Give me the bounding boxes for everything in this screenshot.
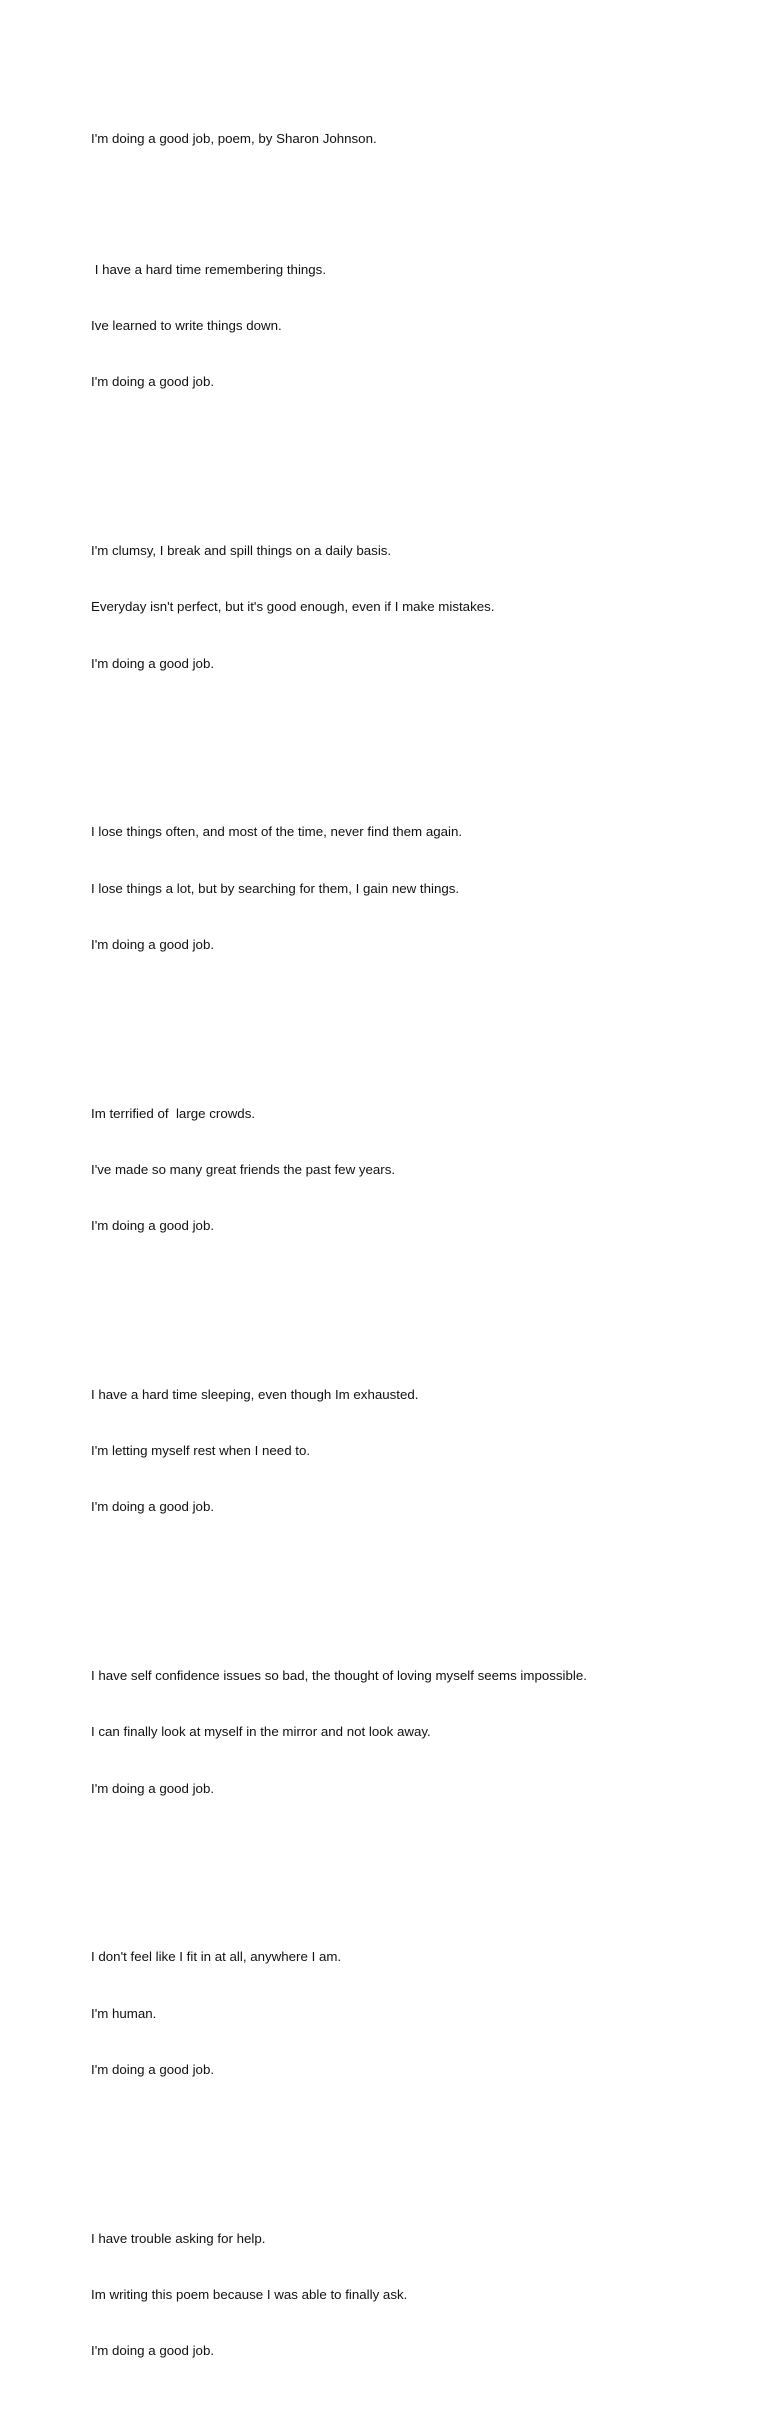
stanza-line: Everyday isn't perfect, but it's good enough, even if I make mistakes. <box>91 599 495 615</box>
stanza-line: I'm human. <box>91 2005 157 2021</box>
stanza-line: I'm doing a good job. <box>91 2343 215 2358</box>
stanza-line: I'm doing a good job. <box>91 2061 215 2077</box>
stanza-line: Ive learned to write things down. <box>91 318 282 333</box>
stanza-line: I'm doing a good job. <box>91 655 215 671</box>
stanza-line: I lose things often, and most of the time, never find them again. <box>91 824 463 840</box>
stanza-line: I'm doing a good job. <box>91 374 215 390</box>
stanza-line: Im terrified of large crowds. <box>91 1105 256 1121</box>
stanza-8 <box>91 2192 731 2398</box>
stanza-7 <box>91 1911 731 2117</box>
stanza-line: I don't feel like I fit in at all, anywhere I am. <box>91 1949 342 1965</box>
stanza-line: I'm letting myself rest when I need to. <box>91 1443 311 1458</box>
stanza-line: I'm doing a good job. <box>91 1499 215 1515</box>
stanza-line: I lose things a lot, but by searching for them, I gain new things. <box>91 880 460 896</box>
stanza-line: I've made so many great friends the past few years. <box>91 1161 396 1177</box>
stanza-line: I have self confidence issues so bad, the thought of loving myself seems impossible. <box>91 1668 587 1683</box>
stanza-line: I can finally look at myself in the mirror and not look away. <box>91 1724 431 1740</box>
stanza-4 <box>91 1067 731 1273</box>
stanza-line: I'm doing a good job. <box>91 1780 215 1796</box>
stanza-line: I'm doing a good job. <box>91 1218 215 1233</box>
stanza-6 <box>91 1630 731 1836</box>
stanza-5 <box>91 1348 731 1554</box>
stanza-line: I have a hard time sleeping, even though Im exhausted. <box>91 1386 419 1402</box>
stanza-line: I have a hard time remembering things. <box>91 261 327 277</box>
stanza-line: I'm doing a good job. <box>91 936 215 952</box>
stanza-line: I have trouble asking for help. <box>91 2230 266 2246</box>
stanza-3 <box>91 786 731 992</box>
stanza-1 <box>91 223 731 429</box>
stanza-line: I'm clumsy, I break and spill things on a daily basis. <box>91 543 392 558</box>
stanza-line: Im writing this poem because I was able to finally ask. <box>91 2286 408 2302</box>
stanza-2 <box>91 505 731 711</box>
poem-title: I'm doing a good job, poem, by Sharon Johnson. <box>91 130 377 146</box>
poem-body <box>91 92 731 2436</box>
